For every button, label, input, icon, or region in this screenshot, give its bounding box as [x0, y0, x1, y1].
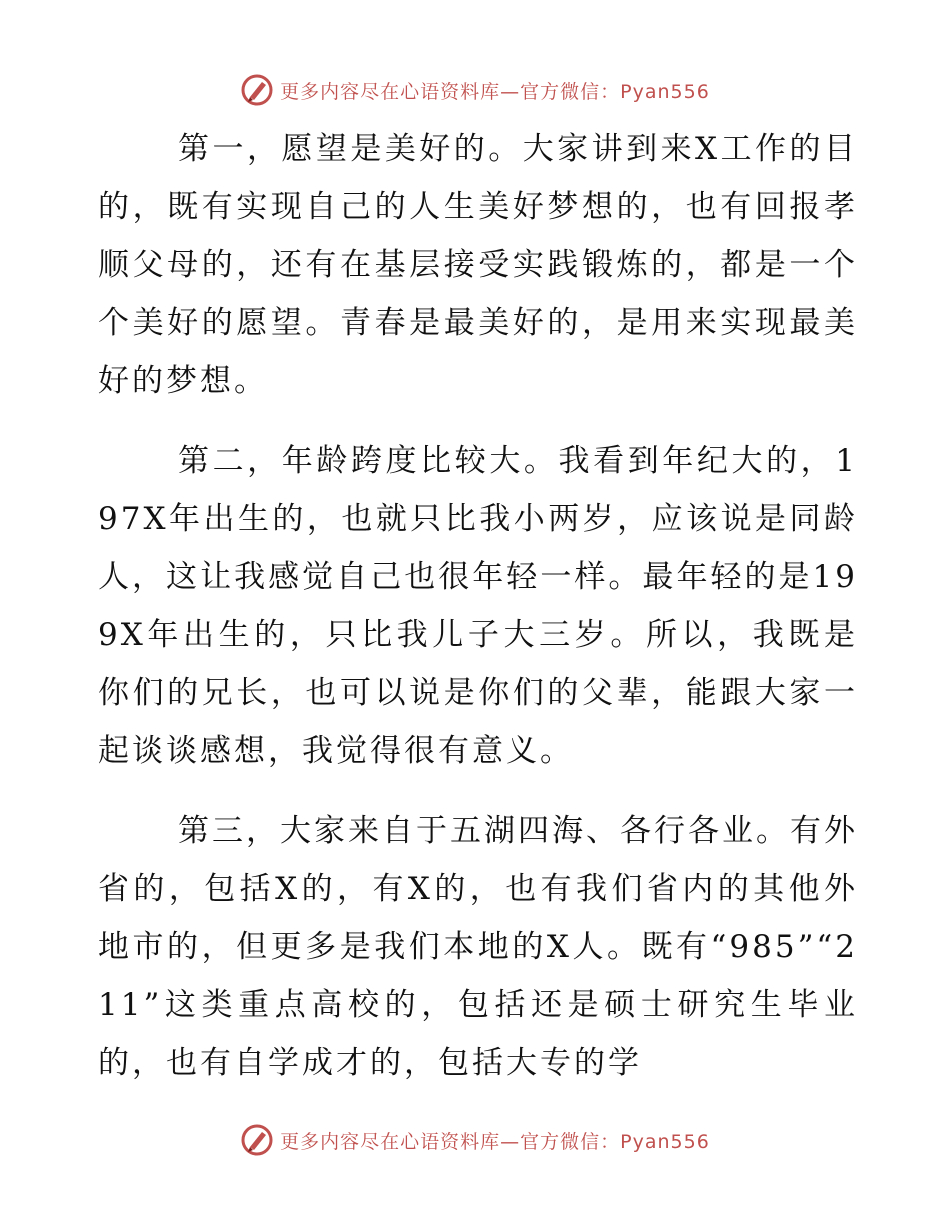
paragraph-2: 第二，年龄跨度比较大。我看到年纪大的，197X年出生的，也就只比我小两岁，应该说是同龄人，这让我感觉自己也很年轻一样。最年轻的是199X年出生的，只比我儿子大三岁。所以，我既是你们的兄长，也可以说是你们的父辈，能跟大家一起谈谈感想，我觉得很有意义。: [98, 443, 858, 769]
pen-logo-icon: [240, 73, 274, 107]
watermark-text: 更多内容尽在心语资料库—官方微信：Pyan556: [280, 1130, 710, 1153]
paragraph-1: 第一，愿望是美好的。大家讲到来X工作的目的，既有实现自己的人生美好梦想的，也有回报孝顺父母的，还有在基层接受实践锻炼的，都是一个个美好的愿望。青春是最美好的，是用来实现最美好的梦想。: [98, 131, 858, 399]
pen-logo-icon: [240, 1123, 274, 1157]
document-body: [98, 120, 858, 1092]
paragraph-3: 第三，大家来自于五湖四海、各行各业。有外省的，包括X的，有X的，也有我们省内的其他外地市的，但更多是我们本地的X人。既有“985”“211”这类重点高校的，包括还是硕士研究生毕业的，也有自学成才的，包括大专的学: [98, 813, 858, 1081]
watermark-text: 更多内容尽在心语资料库—官方微信：Pyan556: [280, 80, 710, 103]
header-watermark: [0, 70, 950, 110]
footer-watermark: [0, 1120, 950, 1160]
